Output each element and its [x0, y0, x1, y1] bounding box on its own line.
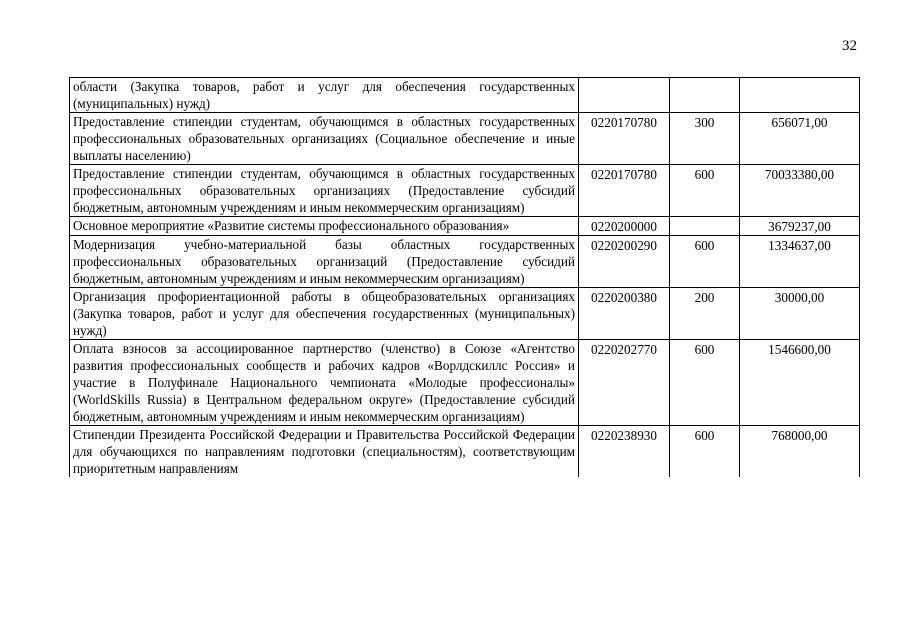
row-expense-type: 200	[670, 288, 740, 340]
row-amount	[740, 78, 860, 113]
table-row	[70, 165, 860, 217]
row-amount: 1334637,00	[740, 236, 860, 288]
table-row	[70, 217, 860, 236]
row-amount: 30000,00	[740, 288, 860, 340]
row-amount: 656071,00	[740, 113, 860, 165]
row-description: Организация профориентационной работы в общеобразовательных организациях (Закупка товаров, работ и услуг для обеспечения государственных (муниципальных) нужд)	[70, 288, 579, 340]
row-expense-type: 300	[670, 113, 740, 165]
row-code: 0220200000	[579, 217, 670, 236]
table-row	[70, 78, 860, 113]
row-code: 0220200380	[579, 288, 670, 340]
row-code: 0220170780	[579, 113, 670, 165]
row-description: Оплата взносов за ассоциированное партнерство (членство) в Союзе «Агентство развития профессиональных сообществ и рабочих кадров «Ворлдскиллс Россия» и участие в Полуфинале Национального чемпионата «Молодые профессионалы» (WorldSkills Russia) в Центральном федеральном округе» (Предоставление субсидий бюджетным, автономным учреждениям и иным некоммерческим организациям)	[70, 340, 579, 426]
row-amount: 70033380,00	[740, 165, 860, 217]
page-number: 32	[842, 38, 857, 54]
table-row	[70, 340, 860, 426]
row-code	[579, 78, 670, 113]
budget-table	[69, 77, 860, 477]
row-description: области (Закупка товаров, работ и услуг для обеспечения государственных (муниципальных) нужд)	[70, 78, 579, 113]
row-code: 0220200290	[579, 236, 670, 288]
row-amount: 1546600,00	[740, 340, 860, 426]
row-code: 0220238930	[579, 426, 670, 478]
row-description: Основное мероприятие «Развитие системы профессионального образования»	[70, 217, 579, 236]
table-row	[70, 236, 860, 288]
row-expense-type: 600	[670, 236, 740, 288]
row-expense-type	[670, 78, 740, 113]
row-amount: 3679237,00	[740, 217, 860, 236]
row-amount: 768000,00	[740, 426, 860, 478]
row-expense-type: 600	[670, 426, 740, 478]
row-description: Предоставление стипендии студентам, обучающимся в областных государственных профессиональных образовательных организациях (Предоставление субсидий бюджетным, автономным учреждениям и иным некоммерческим организациям)	[70, 165, 579, 217]
row-description: Стипендии Президента Российской Федерации и Правительства Российской Федерации для обучающихся по направлениям подготовки (специальностям), соответствующим приоритетным направлениям	[70, 426, 579, 478]
row-expense-type	[670, 217, 740, 236]
row-code: 0220202770	[579, 340, 670, 426]
table-row	[70, 426, 860, 478]
row-expense-type: 600	[670, 165, 740, 217]
row-code: 0220170780	[579, 165, 670, 217]
row-description: Модернизация учебно-материальной базы областных государственных профессиональных образовательных организаций (Предоставление субсидий бюджетным, автономным учреждениям и иным некоммерческим организациям)	[70, 236, 579, 288]
table-row	[70, 288, 860, 340]
table-row	[70, 113, 860, 165]
row-expense-type: 600	[670, 340, 740, 426]
row-description: Предоставление стипендии студентам, обучающимся в областных государственных профессиональных образовательных организациях (Социальное обеспечение и иные выплаты населению)	[70, 113, 579, 165]
